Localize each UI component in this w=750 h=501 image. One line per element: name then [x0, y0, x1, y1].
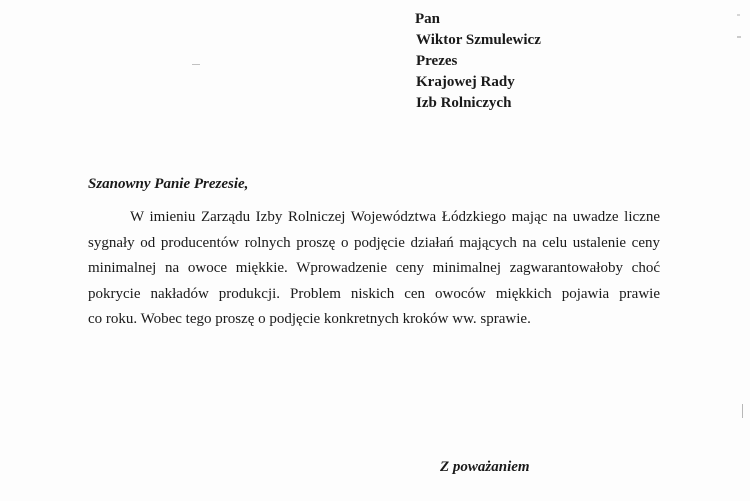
body-line-1: W imieniu Zarządu Izby Rolniczej Województwa Łódzkiego mając na uwadze liczne	[130, 209, 660, 225]
body-line-2: sygnały od producentów rolnych proszę o podjęcie działań mających na celu ustalenie ceny	[88, 234, 660, 251]
addressee-block	[415, 9, 541, 114]
addressee-position: Prezes	[416, 53, 458, 69]
scan-artifact	[737, 14, 740, 16]
scan-artifact	[192, 64, 200, 65]
body-line-4: pokrycie nakładów produkcji. Problem niskich cen owoców miękkich pojawia prawie	[88, 285, 660, 302]
addressee-title: Pan	[415, 11, 441, 27]
scan-artifact	[737, 36, 741, 38]
body-line-5: co roku. Wobec tego proszę o podjęcie konkretnych kroków ww. sprawie.	[88, 311, 531, 327]
body-line-3: minimalnej na owoce miękkie. Wprowadzenie ceny minimalnej zagwarantowałoby choć	[88, 260, 660, 276]
salutation: Szanowny Panie Prezesie,	[88, 176, 249, 192]
addressee-name: Wiktor Szmulewicz	[416, 32, 541, 48]
scan-artifact	[742, 404, 743, 418]
addressee-organization-line2: Izb Rolniczych	[416, 95, 512, 111]
addressee-organization-line1: Krajowej Rady	[416, 74, 515, 90]
closing-phrase: Z poważaniem	[440, 459, 530, 475]
letter-body	[88, 205, 660, 333]
